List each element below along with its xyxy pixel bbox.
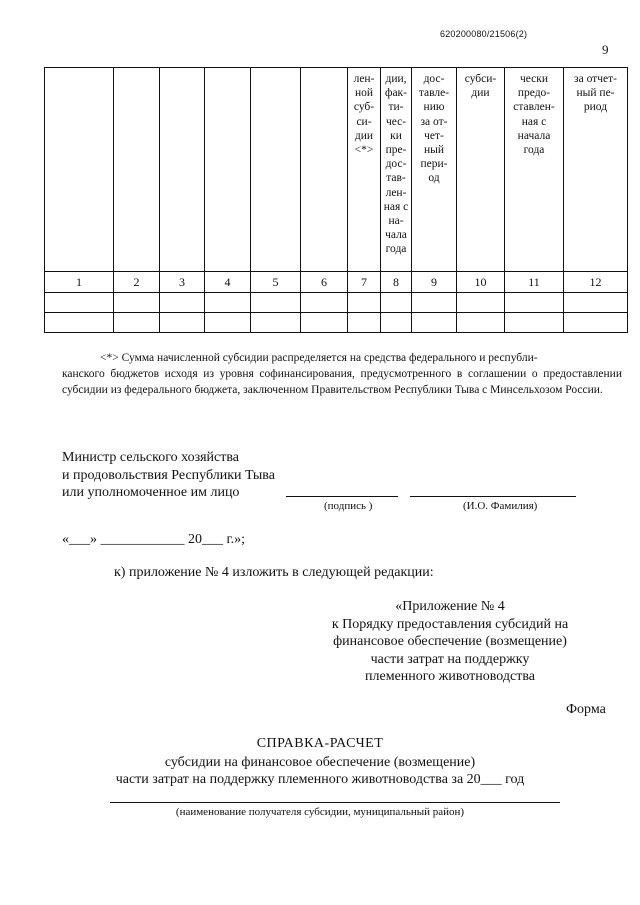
- signatory-block: [62, 449, 275, 502]
- column-number: 6: [301, 272, 348, 293]
- column-number: 5: [251, 272, 301, 293]
- table-cell: [457, 293, 505, 313]
- header-cell: за отчет- ный пе- риод: [564, 68, 628, 272]
- table-cell: [381, 313, 412, 333]
- name-caption: (И.О. Фамилия): [463, 500, 538, 512]
- page-number: 9: [602, 42, 609, 57]
- header-cell: [251, 68, 301, 272]
- table-row: [45, 293, 628, 313]
- column-number: 2: [114, 272, 160, 293]
- subsidy-table: [44, 67, 628, 333]
- header-cell: дос- тавле- нию за от- чет- ный пери- од: [412, 68, 457, 272]
- table-cell: [564, 293, 628, 313]
- table-cell: [301, 313, 348, 333]
- table-cell: [381, 293, 412, 313]
- column-number: 12: [564, 272, 628, 293]
- column-number: 4: [205, 272, 251, 293]
- header-cell: дии, фак- ти- чес- ки пре- дос- тав- лен- ная с на- чала года: [381, 68, 412, 272]
- header-cell: субси- дии: [457, 68, 505, 272]
- column-number-row: [45, 272, 628, 293]
- table-cell: [412, 293, 457, 313]
- column-number: 3: [160, 272, 205, 293]
- table-cell: [564, 313, 628, 333]
- document-title: СПРАВКА-РАСЧЕТ: [256, 736, 384, 751]
- table-cell: [114, 313, 160, 333]
- signatory-line: Министр сельского хозяйства: [62, 450, 239, 465]
- appendix-header: [300, 598, 600, 686]
- title-line: субсидии на финансовое обеспечение (возмещение): [164, 755, 476, 770]
- column-number: 7: [348, 272, 381, 293]
- appendix-line: «Приложение № 4: [395, 599, 505, 614]
- date-line: «___» ____________ 20___ г.»;: [62, 532, 246, 547]
- table-cell: [251, 313, 301, 333]
- column-number: 11: [505, 272, 564, 293]
- title-line: части затрат на поддержку племенного животноводства за 20___ год: [115, 772, 525, 787]
- table-cell: [45, 293, 114, 313]
- column-number: 1: [45, 272, 114, 293]
- form-label: Форма: [566, 702, 606, 717]
- footnote-first-line: <*> Сумма начисленной субсидии распределяется на средства федерального и республи-: [100, 352, 538, 364]
- column-number: 10: [457, 272, 505, 293]
- footnote: [62, 350, 622, 398]
- table-cell: [205, 313, 251, 333]
- table-cell: [348, 293, 381, 313]
- header-cell: [160, 68, 205, 272]
- table-cell: [45, 313, 114, 333]
- appendix-line: части затрат на поддержку: [370, 651, 530, 667]
- table-cell: [205, 293, 251, 313]
- header-cell: [45, 68, 114, 272]
- header-cell: [114, 68, 160, 272]
- header-cell: [301, 68, 348, 272]
- column-number: 9: [412, 272, 457, 293]
- appendix-line: к Порядку предоставления субсидий на: [331, 616, 569, 632]
- paragraph-k: к) приложение № 4 изложить в следующей редакции:: [114, 565, 434, 580]
- appendix-line: финансовое обеспечение (возмещение): [333, 634, 567, 649]
- header-cell: чески предо- ставлен- ная с начала года: [505, 68, 564, 272]
- header-cell: лен- ной суб- си- дии <*>: [348, 68, 381, 272]
- footnote-text: канского бюджетов исходя из уровня софинансирования, предусмотренного в соглашении о предоставлении субсидии из федерального бюджета, заключенном Правительством Республики Тыва с Минсельхозом России.: [62, 368, 622, 396]
- table-cell: [160, 313, 205, 333]
- table-cell: [160, 293, 205, 313]
- signature-line: [286, 496, 398, 497]
- appendix-line: племенного животноводства: [365, 669, 535, 684]
- table-cell: [412, 313, 457, 333]
- recipient-line: [110, 802, 560, 803]
- name-line: [410, 496, 576, 497]
- table-cell: [301, 293, 348, 313]
- table-cell: [457, 313, 505, 333]
- table-cell: [348, 313, 381, 333]
- signature-caption: (подпись ): [324, 500, 373, 512]
- header-cell: [205, 68, 251, 272]
- document-id: 620200080/21506(2): [440, 29, 528, 39]
- recipient-caption: (наименование получателя субсидии, муниципальный район): [175, 806, 465, 818]
- table-row: [45, 313, 628, 333]
- table-cell: [505, 313, 564, 333]
- table-header-row: [45, 68, 628, 272]
- column-number: 8: [381, 272, 412, 293]
- signatory-line: или уполномоченное им лицо: [62, 485, 240, 500]
- table-cell: [505, 293, 564, 313]
- table-cell: [251, 293, 301, 313]
- table-cell: [114, 293, 160, 313]
- signatory-line: и продовольствия Республики Тыва: [62, 467, 275, 483]
